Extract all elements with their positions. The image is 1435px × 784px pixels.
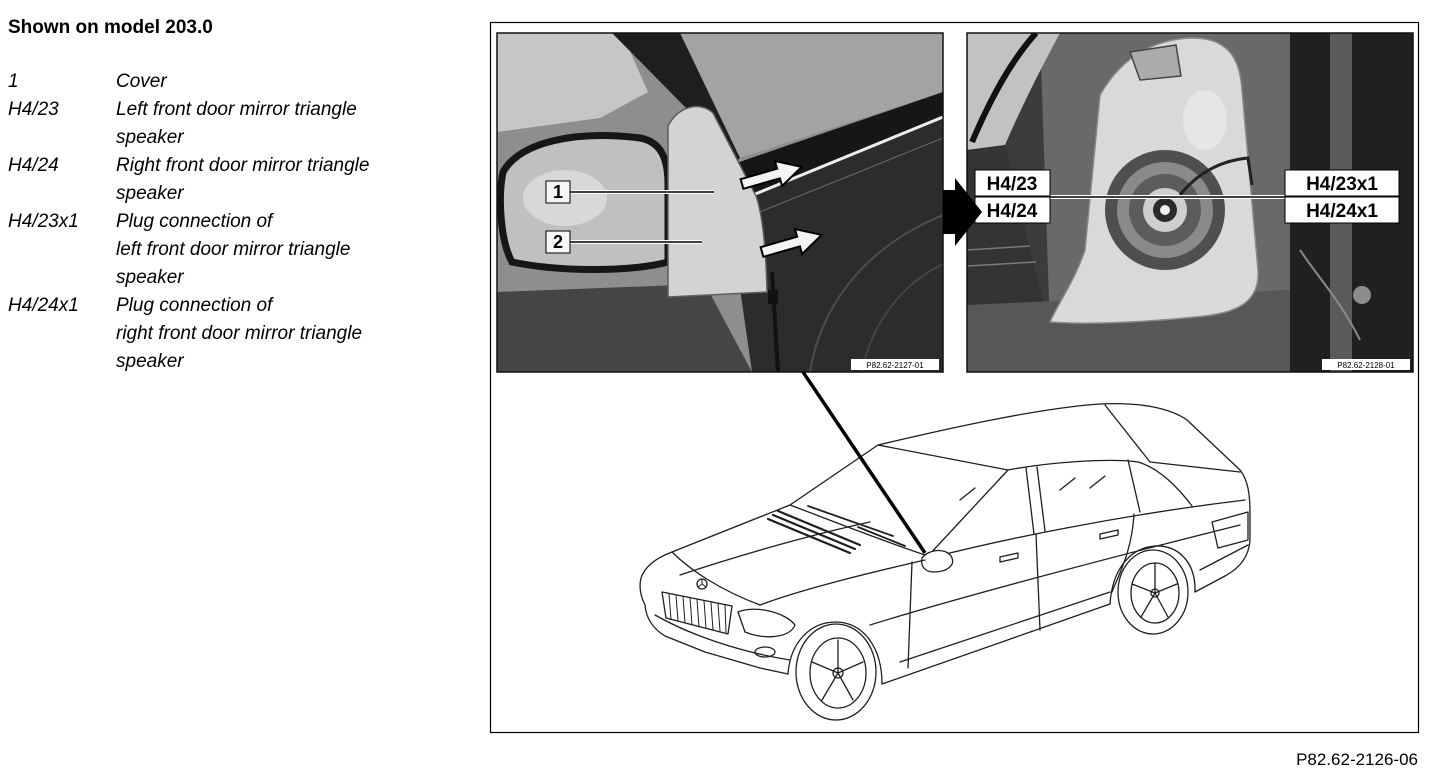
housing-shading: [1183, 90, 1227, 150]
photo-code: P82.62-2128-01: [1337, 361, 1395, 370]
legend-line: speaker: [116, 183, 184, 204]
front-door-edge: [908, 562, 912, 668]
legend-code: H4/23x1: [8, 211, 79, 232]
clip-fastener: [768, 290, 778, 304]
windshield-top: [878, 445, 1008, 470]
side-mirror: [922, 551, 953, 573]
window-top-line: [1008, 460, 1192, 506]
legend-item: [8, 208, 369, 292]
rear-door-handle: [1100, 530, 1118, 539]
legend-line: Right front door mirror triangle: [116, 155, 370, 176]
callout-label: 1: [552, 182, 564, 202]
a-pillar: [928, 470, 1008, 556]
rear-bumper-line: [1200, 545, 1248, 570]
legend-item: [8, 152, 369, 208]
rear-end: [1195, 470, 1250, 592]
legend-line: left front door mirror triangle: [116, 239, 351, 260]
figure-code: P82.62-2126-06: [1296, 750, 1418, 769]
legend-line: right front door mirror triangle: [116, 323, 363, 344]
beltline: [930, 500, 1245, 558]
cowl-vent: [768, 511, 860, 553]
legend-line: speaker: [116, 351, 184, 372]
wiper-blade: [808, 506, 905, 546]
callout-label: H4/24x1: [1306, 201, 1378, 222]
callout-label: H4/24: [986, 201, 1038, 222]
legend-item: [8, 292, 369, 376]
rear-window-base: [1150, 462, 1240, 472]
legend-line: Left front door mirror triangle: [116, 99, 357, 120]
grille: [662, 592, 732, 634]
legend-line: speaker: [116, 127, 184, 148]
legend-code: H4/23: [8, 99, 59, 120]
front-corner: [640, 505, 790, 605]
rear-window-edge: [1105, 405, 1150, 462]
photo-code: P82.62-2127-01: [866, 361, 924, 370]
legend-description: [116, 208, 350, 292]
callout-label: H4/23x1: [1306, 174, 1378, 195]
callout-label: H4/23: [986, 174, 1038, 195]
legend-line: Cover: [116, 71, 167, 92]
legend-line: Plug connection of: [116, 295, 273, 316]
b-pillar: [1037, 467, 1045, 531]
speaker-center-highlight: [1160, 205, 1170, 215]
legend-line: speaker: [116, 267, 184, 288]
legend: [8, 68, 369, 376]
car-illustration: [640, 404, 1250, 720]
page-heading: Shown on model 203.0: [8, 17, 213, 38]
legend-line: Plug connection of: [116, 211, 273, 232]
fender-line: [760, 560, 925, 605]
legend-description: [116, 152, 369, 208]
legend-code: H4/24: [8, 155, 59, 176]
lower-side-line: [900, 592, 1110, 662]
legend-code: 1: [8, 71, 19, 92]
c-pillar: [1128, 460, 1140, 512]
sill-line: [882, 604, 1110, 684]
legend-description: [116, 68, 167, 96]
legend-item: [8, 68, 369, 96]
b-pillar: [1026, 468, 1034, 534]
legend-item: [8, 96, 369, 152]
headlight: [738, 609, 795, 637]
legend-code: H4/24x1: [8, 295, 79, 316]
housing-bracket: [1130, 45, 1181, 80]
window-reflection: [960, 476, 1105, 500]
callout-label: 2: [552, 232, 564, 252]
front-door-handle: [1000, 553, 1018, 562]
frame-screw: [1353, 286, 1371, 304]
legend-description: [116, 292, 362, 376]
legend-description: [116, 96, 357, 152]
